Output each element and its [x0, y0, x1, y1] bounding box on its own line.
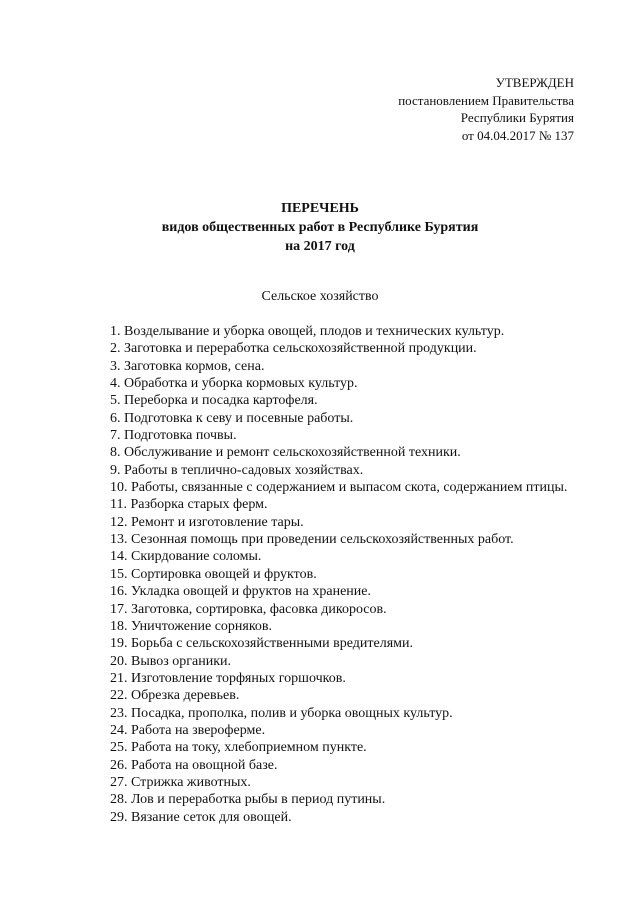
list-item: 1. Возделывание и уборка овощей, плодов и технических культур. [110, 324, 505, 339]
list-item: 28. Лов и переработка рыбы в период путины. [110, 792, 386, 808]
list-item: 22. Обрезка деревьев. [110, 688, 240, 704]
list-item: 25. Работа на току, хлебоприемном пункте. [110, 740, 367, 756]
list-item: 15. Сортировка овощей и фруктов. [110, 566, 317, 582]
title-line: ПЕРЕЧЕНЬ [281, 201, 359, 216]
list-item: 9. Работы в теплично-садовых хозяйствах. [110, 462, 364, 478]
work-types-list [72, 323, 582, 826]
approval-stamp [314, 74, 574, 144]
approval-line: постановлением Правительства [398, 92, 574, 108]
list-item: 21. Изготовление торфяных горшочков. [110, 670, 346, 686]
list-item: 7. Подготовка почвы. [110, 428, 237, 444]
approval-line: от 04.04.2017 № 137 [461, 127, 574, 143]
list-item: 26. Работа на овощной базе. [110, 757, 278, 773]
list-item: 10. Работы, связанные с содержанием и выпасом скота, содержанием птицы. [110, 480, 568, 496]
list-item: 19. Борьба с сельскохозяйственными вредителями. [110, 636, 414, 652]
list-item: 13. Сезонная помощь при проведении сельскохозяйственных работ. [110, 532, 514, 548]
title-line: на 2017 год [285, 239, 355, 254]
list-item: 4. Обработка и уборка кормовых культур. [110, 376, 358, 392]
list-item: 29. Вязание сеток для овощей. [110, 809, 292, 825]
section-heading: Сельское хозяйство [261, 289, 379, 304]
list-item: 16. Укладка овощей и фруктов на хранение. [110, 584, 371, 600]
list-item: 11. Разборка старых ферм. [110, 497, 268, 513]
list-item: 2. Заготовка и переработка сельскохозяйственной продукции. [110, 341, 477, 357]
approval-line: Республики Бурятия [460, 110, 574, 125]
list-item: 8. Обслуживание и ремонт сельскохозяйственной техники. [110, 445, 461, 461]
list-item: 27. Стрижка животных. [110, 774, 251, 790]
document-title [0, 199, 640, 256]
list-item: 24. Работа на звероферме. [110, 722, 266, 738]
list-item: 14. Скирдование соломы. [110, 549, 262, 565]
list-item: 23. Посадка, прополка, полив и уборка овощных культур. [110, 705, 453, 721]
list-item: 17. Заготовка, сортировка, фасовка дикоросов. [110, 601, 387, 617]
list-item: 6. Подготовка к севу и посевные работы. [110, 410, 354, 426]
list-item: 3. Заготовка кормов, сена. [110, 358, 265, 374]
list-item: 18. Уничтожение сорняков. [110, 618, 273, 634]
list-item: 20. Вывоз органики. [110, 653, 232, 669]
approval-line: УТВЕРЖДЕН [495, 75, 574, 90]
list-item: 5. Переборка и посадка картофеля. [110, 393, 318, 409]
title-line: видов общественных работ в Республике Бурятия [161, 220, 479, 235]
list-item: 12. Ремонт и изготовление тары. [110, 514, 304, 530]
